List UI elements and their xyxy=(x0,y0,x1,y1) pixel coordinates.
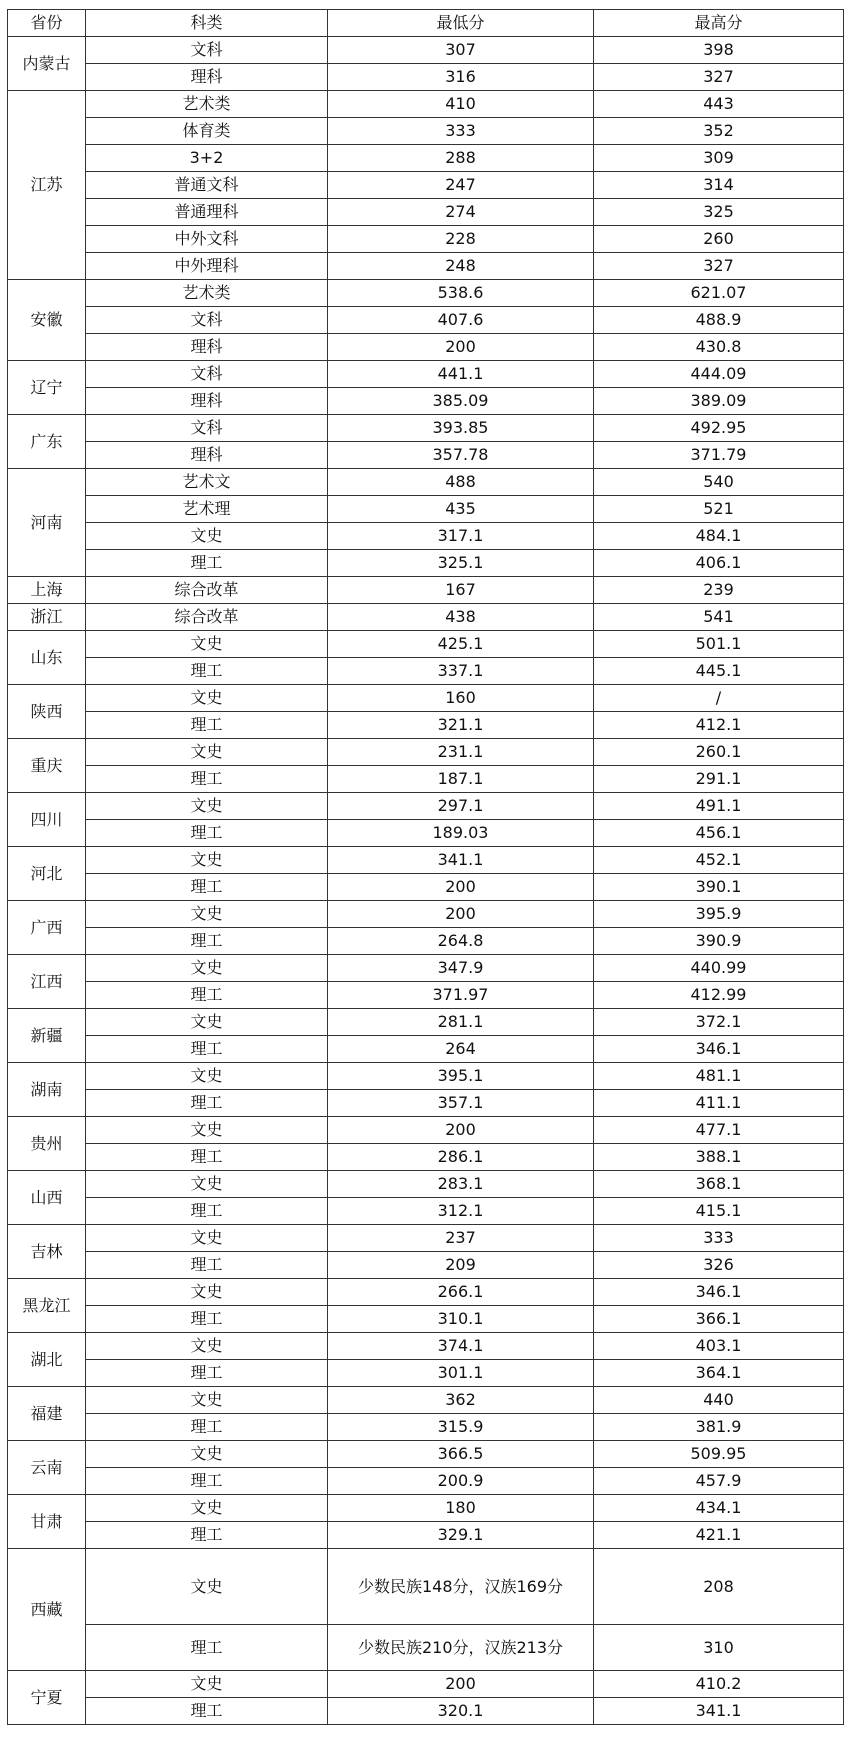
table-row xyxy=(8,523,844,550)
category-cell: 理工 xyxy=(86,1252,328,1279)
table-row xyxy=(8,307,844,334)
min-score-cell: 248 xyxy=(328,253,594,280)
min-score-cell: 167 xyxy=(328,577,594,604)
province-cell: 贵州 xyxy=(8,1117,86,1171)
province-cell: 江苏 xyxy=(8,91,86,280)
min-score-cell: 316 xyxy=(328,64,594,91)
max-score-cell: 341.1 xyxy=(594,1698,844,1725)
category-cell: 文史 xyxy=(86,631,328,658)
max-score-cell: 390.9 xyxy=(594,928,844,955)
table-row xyxy=(8,1252,844,1279)
min-score-cell: 297.1 xyxy=(328,793,594,820)
min-score-cell: 247 xyxy=(328,172,594,199)
table-row xyxy=(8,1117,844,1144)
max-score-cell: 260.1 xyxy=(594,739,844,766)
table-row xyxy=(8,1009,844,1036)
table-row xyxy=(8,172,844,199)
table-body xyxy=(8,37,844,1725)
max-score-cell: 540 xyxy=(594,469,844,496)
province-cell: 广西 xyxy=(8,901,86,955)
table-row xyxy=(8,1171,844,1198)
min-score-cell: 357.78 xyxy=(328,442,594,469)
max-score-cell: 488.9 xyxy=(594,307,844,334)
max-score-cell: 310 xyxy=(594,1625,844,1671)
min-score-cell: 441.1 xyxy=(328,361,594,388)
min-score-cell: 325.1 xyxy=(328,550,594,577)
max-score-cell: 415.1 xyxy=(594,1198,844,1225)
table-row xyxy=(8,1625,844,1671)
max-score-cell: 410.2 xyxy=(594,1671,844,1698)
min-score-cell: 274 xyxy=(328,199,594,226)
category-cell: 体育类 xyxy=(86,118,328,145)
min-score-cell: 301.1 xyxy=(328,1360,594,1387)
category-cell: 文史 xyxy=(86,1671,328,1698)
max-score-cell: 325 xyxy=(594,199,844,226)
max-score-cell: 421.1 xyxy=(594,1522,844,1549)
min-score-cell: 321.1 xyxy=(328,712,594,739)
category-cell: 文科 xyxy=(86,307,328,334)
table-row xyxy=(8,847,844,874)
category-cell: 文史 xyxy=(86,1009,328,1036)
table-row xyxy=(8,1468,844,1495)
max-score-cell: 389.09 xyxy=(594,388,844,415)
province-cell: 云南 xyxy=(8,1441,86,1495)
category-cell: 理工 xyxy=(86,982,328,1009)
category-cell: 理工 xyxy=(86,658,328,685)
table-row xyxy=(8,1090,844,1117)
table-row xyxy=(8,496,844,523)
max-score-cell: 412.1 xyxy=(594,712,844,739)
min-score-cell: 228 xyxy=(328,226,594,253)
table-row xyxy=(8,280,844,307)
min-score-cell: 少数民族210分，汉族213分 xyxy=(328,1625,594,1671)
province-cell: 上海 xyxy=(8,577,86,604)
table-row xyxy=(8,1441,844,1468)
max-score-cell: 521 xyxy=(594,496,844,523)
min-score-cell: 435 xyxy=(328,496,594,523)
max-score-cell: 444.09 xyxy=(594,361,844,388)
province-cell: 广东 xyxy=(8,415,86,469)
province-cell: 陕西 xyxy=(8,685,86,739)
max-score-cell: 484.1 xyxy=(594,523,844,550)
category-cell: 理科 xyxy=(86,334,328,361)
header-max-score: 最高分 xyxy=(594,10,844,37)
province-cell: 重庆 xyxy=(8,739,86,793)
category-cell: 文史 xyxy=(86,955,328,982)
max-score-cell: 352 xyxy=(594,118,844,145)
max-score-cell: 208 xyxy=(594,1549,844,1625)
category-cell: 理工 xyxy=(86,928,328,955)
category-cell: 文科 xyxy=(86,415,328,442)
table-row xyxy=(8,928,844,955)
category-cell: 文史 xyxy=(86,1063,328,1090)
table-row xyxy=(8,820,844,847)
min-score-cell: 374.1 xyxy=(328,1333,594,1360)
category-cell: 理工 xyxy=(86,1522,328,1549)
header-min-score: 最低分 xyxy=(328,10,594,37)
table-row xyxy=(8,901,844,928)
max-score-cell: 443 xyxy=(594,91,844,118)
min-score-cell: 237 xyxy=(328,1225,594,1252)
max-score-cell: 364.1 xyxy=(594,1360,844,1387)
table-row xyxy=(8,388,844,415)
table-row xyxy=(8,631,844,658)
table-row xyxy=(8,1698,844,1725)
max-score-cell: 388.1 xyxy=(594,1144,844,1171)
table-row xyxy=(8,226,844,253)
table-row xyxy=(8,1036,844,1063)
min-score-cell: 231.1 xyxy=(328,739,594,766)
category-cell: 理工 xyxy=(86,1625,328,1671)
category-cell: 理科 xyxy=(86,442,328,469)
max-score-cell: 456.1 xyxy=(594,820,844,847)
category-cell: 中外理科 xyxy=(86,253,328,280)
max-score-cell: 314 xyxy=(594,172,844,199)
category-cell: 理工 xyxy=(86,1144,328,1171)
header-category: 科类 xyxy=(86,10,328,37)
min-score-cell: 264.8 xyxy=(328,928,594,955)
category-cell: 理工 xyxy=(86,712,328,739)
category-cell: 艺术类 xyxy=(86,91,328,118)
min-score-cell: 385.09 xyxy=(328,388,594,415)
min-score-cell: 200 xyxy=(328,1671,594,1698)
province-cell: 甘肃 xyxy=(8,1495,86,1549)
table-row xyxy=(8,91,844,118)
category-cell: 文史 xyxy=(86,901,328,928)
category-cell: 理工 xyxy=(86,1036,328,1063)
category-cell: 理工 xyxy=(86,550,328,577)
max-score-cell: 406.1 xyxy=(594,550,844,577)
min-score-cell: 200 xyxy=(328,334,594,361)
table-row xyxy=(8,1671,844,1698)
category-cell: 理工 xyxy=(86,1468,328,1495)
category-cell: 理工 xyxy=(86,1198,328,1225)
max-score-cell: / xyxy=(594,685,844,712)
max-score-cell: 327 xyxy=(594,64,844,91)
category-cell: 理工 xyxy=(86,766,328,793)
min-score-cell: 371.97 xyxy=(328,982,594,1009)
category-cell: 理科 xyxy=(86,64,328,91)
min-score-cell: 395.1 xyxy=(328,1063,594,1090)
province-cell: 湖北 xyxy=(8,1333,86,1387)
table-row xyxy=(8,550,844,577)
category-cell: 艺术理 xyxy=(86,496,328,523)
max-score-cell: 395.9 xyxy=(594,901,844,928)
table-row xyxy=(8,712,844,739)
category-cell: 文史 xyxy=(86,1333,328,1360)
category-cell: 理科 xyxy=(86,388,328,415)
category-cell: 理工 xyxy=(86,820,328,847)
max-score-cell: 309 xyxy=(594,145,844,172)
min-score-cell: 200 xyxy=(328,874,594,901)
min-score-cell: 337.1 xyxy=(328,658,594,685)
province-cell: 宁夏 xyxy=(8,1671,86,1725)
table-row xyxy=(8,604,844,631)
province-cell: 辽宁 xyxy=(8,361,86,415)
category-cell: 文史 xyxy=(86,685,328,712)
table-row xyxy=(8,64,844,91)
category-cell: 文史 xyxy=(86,739,328,766)
category-cell: 文史 xyxy=(86,1549,328,1625)
category-cell: 艺术类 xyxy=(86,280,328,307)
table-row xyxy=(8,37,844,64)
table-row xyxy=(8,1144,844,1171)
max-score-cell: 403.1 xyxy=(594,1333,844,1360)
header-province: 省份 xyxy=(8,10,86,37)
min-score-cell: 288 xyxy=(328,145,594,172)
min-score-cell: 425.1 xyxy=(328,631,594,658)
table-row xyxy=(8,1360,844,1387)
min-score-cell: 357.1 xyxy=(328,1090,594,1117)
max-score-cell: 477.1 xyxy=(594,1117,844,1144)
category-cell: 中外文科 xyxy=(86,226,328,253)
min-score-cell: 341.1 xyxy=(328,847,594,874)
max-score-cell: 491.1 xyxy=(594,793,844,820)
max-score-cell: 621.07 xyxy=(594,280,844,307)
province-cell: 山东 xyxy=(8,631,86,685)
max-score-cell: 239 xyxy=(594,577,844,604)
max-score-cell: 434.1 xyxy=(594,1495,844,1522)
min-score-cell: 538.6 xyxy=(328,280,594,307)
min-score-cell: 310.1 xyxy=(328,1306,594,1333)
max-score-cell: 366.1 xyxy=(594,1306,844,1333)
max-score-cell: 445.1 xyxy=(594,658,844,685)
max-score-cell: 430.8 xyxy=(594,334,844,361)
category-cell: 艺术文 xyxy=(86,469,328,496)
min-score-cell: 393.85 xyxy=(328,415,594,442)
max-score-cell: 492.95 xyxy=(594,415,844,442)
table-row xyxy=(8,334,844,361)
max-score-cell: 509.95 xyxy=(594,1441,844,1468)
category-cell: 理工 xyxy=(86,874,328,901)
min-score-cell: 187.1 xyxy=(328,766,594,793)
province-cell: 福建 xyxy=(8,1387,86,1441)
table-row xyxy=(8,1549,844,1625)
table-row xyxy=(8,874,844,901)
table-row xyxy=(8,1063,844,1090)
table-row xyxy=(8,253,844,280)
table-row xyxy=(8,982,844,1009)
max-score-cell: 501.1 xyxy=(594,631,844,658)
category-cell: 文科 xyxy=(86,361,328,388)
min-score-cell: 200 xyxy=(328,1117,594,1144)
province-cell: 江西 xyxy=(8,955,86,1009)
category-cell: 3+2 xyxy=(86,145,328,172)
max-score-cell: 260 xyxy=(594,226,844,253)
category-cell: 理工 xyxy=(86,1698,328,1725)
min-score-cell: 283.1 xyxy=(328,1171,594,1198)
province-cell: 西藏 xyxy=(8,1549,86,1671)
min-score-cell: 407.6 xyxy=(328,307,594,334)
category-cell: 文史 xyxy=(86,1387,328,1414)
max-score-cell: 440 xyxy=(594,1387,844,1414)
max-score-cell: 346.1 xyxy=(594,1279,844,1306)
category-cell: 文史 xyxy=(86,523,328,550)
table-row xyxy=(8,1414,844,1441)
min-score-cell: 180 xyxy=(328,1495,594,1522)
table-row xyxy=(8,685,844,712)
province-cell: 内蒙古 xyxy=(8,37,86,91)
category-cell: 理工 xyxy=(86,1360,328,1387)
category-cell: 文史 xyxy=(86,1171,328,1198)
max-score-cell: 481.1 xyxy=(594,1063,844,1090)
min-score-cell: 160 xyxy=(328,685,594,712)
category-cell: 文史 xyxy=(86,1495,328,1522)
min-score-cell: 317.1 xyxy=(328,523,594,550)
province-cell: 安徽 xyxy=(8,280,86,361)
category-cell: 综合改革 xyxy=(86,604,328,631)
max-score-cell: 326 xyxy=(594,1252,844,1279)
score-table xyxy=(7,9,844,1725)
max-score-cell: 368.1 xyxy=(594,1171,844,1198)
province-cell: 新疆 xyxy=(8,1009,86,1063)
table-row xyxy=(8,415,844,442)
table-row xyxy=(8,739,844,766)
min-score-cell: 362 xyxy=(328,1387,594,1414)
table-row xyxy=(8,469,844,496)
min-score-cell: 200 xyxy=(328,901,594,928)
category-cell: 普通理科 xyxy=(86,199,328,226)
province-cell: 河北 xyxy=(8,847,86,901)
header-row xyxy=(8,10,844,37)
category-cell: 文史 xyxy=(86,1225,328,1252)
min-score-cell: 488 xyxy=(328,469,594,496)
max-score-cell: 346.1 xyxy=(594,1036,844,1063)
category-cell: 理工 xyxy=(86,1090,328,1117)
table-row xyxy=(8,766,844,793)
category-cell: 文科 xyxy=(86,37,328,64)
max-score-cell: 327 xyxy=(594,253,844,280)
max-score-cell: 440.99 xyxy=(594,955,844,982)
min-score-cell: 347.9 xyxy=(328,955,594,982)
province-cell: 四川 xyxy=(8,793,86,847)
province-cell: 河南 xyxy=(8,469,86,577)
min-score-cell: 189.03 xyxy=(328,820,594,847)
max-score-cell: 411.1 xyxy=(594,1090,844,1117)
min-score-cell: 438 xyxy=(328,604,594,631)
table-row xyxy=(8,442,844,469)
min-score-cell: 209 xyxy=(328,1252,594,1279)
table-row xyxy=(8,577,844,604)
max-score-cell: 452.1 xyxy=(594,847,844,874)
min-score-cell: 312.1 xyxy=(328,1198,594,1225)
min-score-cell: 315.9 xyxy=(328,1414,594,1441)
max-score-cell: 412.99 xyxy=(594,982,844,1009)
province-cell: 山西 xyxy=(8,1171,86,1225)
category-cell: 文史 xyxy=(86,1117,328,1144)
province-cell: 吉林 xyxy=(8,1225,86,1279)
max-score-cell: 390.1 xyxy=(594,874,844,901)
min-score-cell: 264 xyxy=(328,1036,594,1063)
table-row xyxy=(8,658,844,685)
max-score-cell: 333 xyxy=(594,1225,844,1252)
table-row xyxy=(8,1333,844,1360)
category-cell: 普通文科 xyxy=(86,172,328,199)
table-row xyxy=(8,793,844,820)
category-cell: 文史 xyxy=(86,847,328,874)
table-row xyxy=(8,1306,844,1333)
max-score-cell: 457.9 xyxy=(594,1468,844,1495)
table-row xyxy=(8,1522,844,1549)
category-cell: 文史 xyxy=(86,1279,328,1306)
max-score-cell: 371.79 xyxy=(594,442,844,469)
min-score-cell: 266.1 xyxy=(328,1279,594,1306)
category-cell: 综合改革 xyxy=(86,577,328,604)
table-row xyxy=(8,1495,844,1522)
table-row xyxy=(8,118,844,145)
table-row xyxy=(8,199,844,226)
category-cell: 理工 xyxy=(86,1414,328,1441)
max-score-cell: 372.1 xyxy=(594,1009,844,1036)
min-score-cell: 200.9 xyxy=(328,1468,594,1495)
min-score-cell: 少数民族148分，汉族169分 xyxy=(328,1549,594,1625)
table-row xyxy=(8,1198,844,1225)
max-score-cell: 291.1 xyxy=(594,766,844,793)
province-cell: 湖南 xyxy=(8,1063,86,1117)
table-row xyxy=(8,361,844,388)
category-cell: 文史 xyxy=(86,1441,328,1468)
min-score-cell: 320.1 xyxy=(328,1698,594,1725)
table-row xyxy=(8,1225,844,1252)
province-cell: 黑龙江 xyxy=(8,1279,86,1333)
min-score-cell: 281.1 xyxy=(328,1009,594,1036)
min-score-cell: 286.1 xyxy=(328,1144,594,1171)
min-score-cell: 410 xyxy=(328,91,594,118)
table-row xyxy=(8,1387,844,1414)
table-row xyxy=(8,955,844,982)
table-row xyxy=(8,145,844,172)
min-score-cell: 333 xyxy=(328,118,594,145)
category-cell: 理工 xyxy=(86,1306,328,1333)
table-row xyxy=(8,1279,844,1306)
min-score-cell: 307 xyxy=(328,37,594,64)
max-score-cell: 381.9 xyxy=(594,1414,844,1441)
min-score-cell: 329.1 xyxy=(328,1522,594,1549)
province-cell: 浙江 xyxy=(8,604,86,631)
max-score-cell: 541 xyxy=(594,604,844,631)
min-score-cell: 366.5 xyxy=(328,1441,594,1468)
max-score-cell: 398 xyxy=(594,37,844,64)
category-cell: 文史 xyxy=(86,793,328,820)
